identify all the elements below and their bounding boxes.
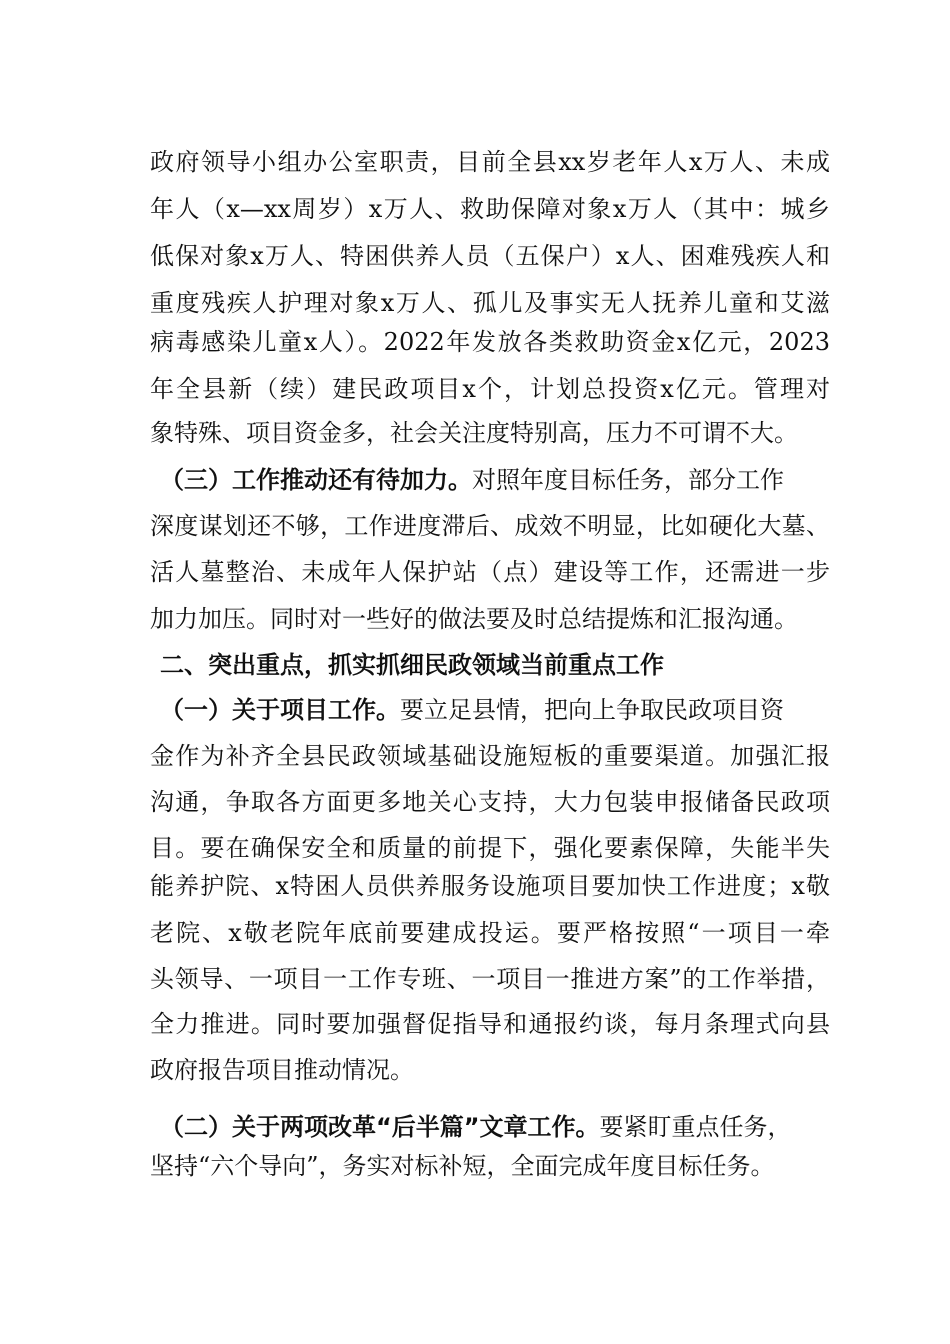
paragraph-line: 金作为补齐全县民政领域基础设施短板的重要渠道。加强汇报 [150,742,830,770]
paragraph-line: 深度谋划还不够，工作进度滞后、成效不明显，比如硬化大墓、 [150,512,830,540]
paragraph-line: 年全县新（续）建民政项目x个，计划总投资x亿元。管理对 [150,375,830,403]
item-one-text: 要立足县情，把向上争取民政项目资 [400,696,784,724]
section-three-text: 对照年度目标任务，部分工作 [472,466,784,494]
paragraph-line: 加力加压。同时对一些好的做法要及时总结提炼和汇报沟通。 [150,605,798,633]
section-three-lead: （三）工作推动还有待加力。 [160,466,472,494]
paragraph-line: 全力推进。同时要加强督促指导和通报约谈，每月条理式向县 [150,1010,830,1038]
item-two-lead: （二）关于两项改革“后半篇”文章工作。 [160,1113,600,1141]
paragraph-line: 头领导、一项目一工作专班、一项目一推进方案”的工作举措， [150,965,830,993]
paragraph-line: 重度残疾人护理对象x万人、孤儿及事实无人抚养儿童和艾滋 [150,289,830,317]
paragraph-line: 坚持“六个导向”，务实对标补短，全面完成年度目标任务。 [150,1152,775,1180]
section-three-first-line [160,465,830,495]
paragraph-line: 沟通，争取各方面更多地关心支持，大力包装申报储备民政项 [150,788,830,816]
item-one-first-line [160,695,830,725]
item-two-text: 要紧盯重点任务， [599,1113,792,1141]
item-two-first-line [160,1112,830,1142]
paragraph-line: 能养护院、x特困人员供养服务设施项目要加快工作进度；x敬 [150,872,830,900]
paragraph-line: 象特殊、项目资金多，社会关注度特别高，压力不可谓不大。 [150,419,798,447]
paragraph-line: 低保对象x万人、特困供养人员（五保户）x人、困难残疾人和 [150,242,830,270]
section-heading: 二、突出重点，抓实抓细民政领域当前重点工作 [160,651,664,679]
paragraph-line: 政府报告项目推动情况。 [150,1056,414,1084]
item-one-lead: （一）关于项目工作。 [160,696,400,724]
paragraph-line: 年人（x—xx周岁）x万人、救助保障对象x万人（其中：城乡 [150,195,830,223]
paragraph-line: 活人墓整治、未成年人保护站（点）建设等工作，还需进一步 [150,558,830,586]
paragraph-line: 政府领导小组办公室职责，目前全县xx岁老年人x万人、未成 [150,148,830,176]
paragraph-line: 老院、x敬老院年底前要建成投运。要严格按照“一项目一牵 [150,919,830,947]
paragraph-line: 目。要在确保安全和质量的前提下，强化要素保障，失能半失 [150,834,830,862]
paragraph-line: 病毒感染儿童x人）。2022年发放各类救助资金x亿元，2023 [150,328,830,356]
